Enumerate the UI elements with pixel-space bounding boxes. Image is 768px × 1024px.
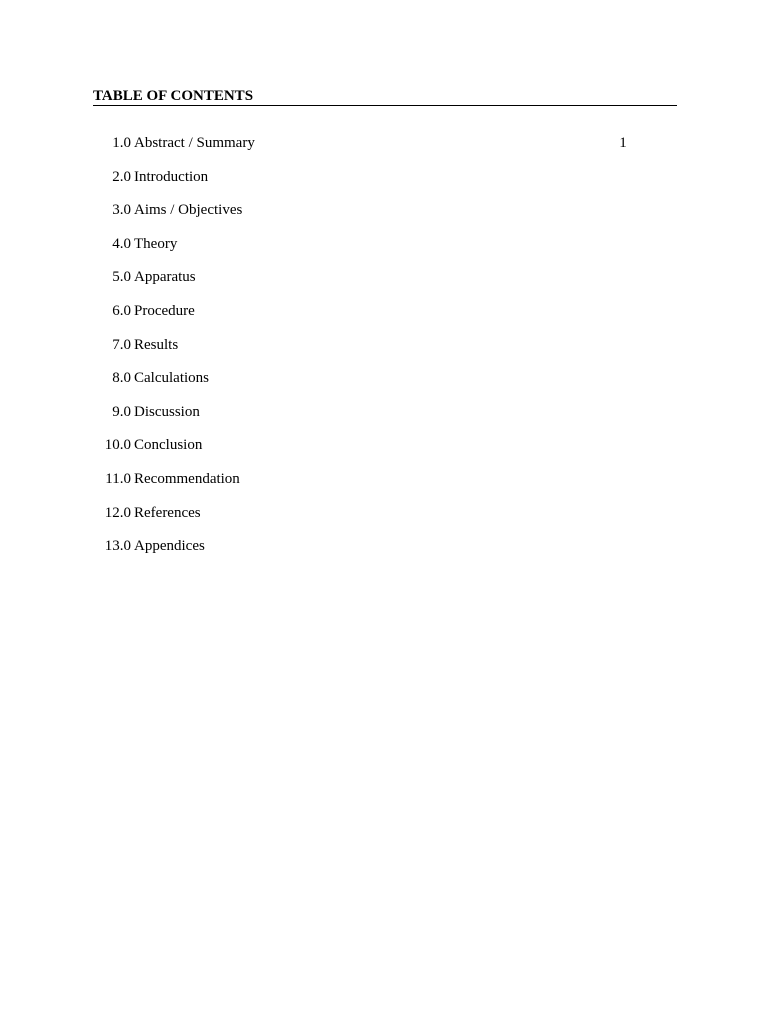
toc-entry-title: Aims / Objectives xyxy=(134,202,243,219)
toc-entry xyxy=(93,402,677,436)
toc-list xyxy=(93,133,677,570)
toc-entry-title: Discussion xyxy=(134,403,200,420)
toc-entry-number: 2.0 xyxy=(112,168,131,185)
toc-entry xyxy=(93,200,677,234)
toc-entry xyxy=(93,267,677,301)
toc-heading: TABLE OF CONTENTS xyxy=(93,88,254,104)
toc-entry-title: Introduction xyxy=(134,168,209,185)
toc-entry-title: Appendices xyxy=(134,538,205,555)
toc-entry-number: 13.0 xyxy=(104,538,131,555)
toc-entry-title: Conclusion xyxy=(134,437,203,454)
toc-entry xyxy=(93,435,677,469)
toc-entry xyxy=(93,536,677,570)
toc-entry xyxy=(93,167,677,201)
toc-entry-number: 7.0 xyxy=(112,336,131,353)
toc-entry-title: References xyxy=(134,504,201,521)
toc-entry-title: Calculations xyxy=(134,370,209,387)
toc-entry xyxy=(93,335,677,369)
toc-entry xyxy=(93,234,677,268)
toc-entry-number: 3.0 xyxy=(112,202,131,219)
toc-entry-title: Results xyxy=(134,336,179,353)
toc-entry-title: Apparatus xyxy=(134,269,196,286)
toc-entry-number: 4.0 xyxy=(112,235,131,252)
toc-entry xyxy=(93,503,677,537)
toc-entry-number: 1.0 xyxy=(112,135,131,151)
toc-entry xyxy=(93,368,677,402)
toc-entry xyxy=(93,301,677,335)
toc-entry-title: Theory xyxy=(134,235,178,252)
toc-entry xyxy=(93,469,677,503)
toc-entry-title: Procedure xyxy=(134,302,195,319)
toc-entry xyxy=(93,133,677,167)
toc-entry-number: 11.0 xyxy=(105,470,131,487)
toc-entry-number: 12.0 xyxy=(104,504,131,521)
toc-entry-number: 5.0 xyxy=(112,269,131,286)
toc-entry-page: 1 xyxy=(619,135,627,151)
toc-entry-number: 8.0 xyxy=(112,370,131,387)
toc-entry-title: Recommendation xyxy=(134,470,240,487)
toc-entry-number: 9.0 xyxy=(112,403,131,420)
toc-entry-number: 10.0 xyxy=(104,437,131,454)
toc-entry-title: Abstract / Summary xyxy=(134,135,255,151)
heading-underline xyxy=(93,105,677,106)
toc-entry-number: 6.0 xyxy=(112,302,131,319)
